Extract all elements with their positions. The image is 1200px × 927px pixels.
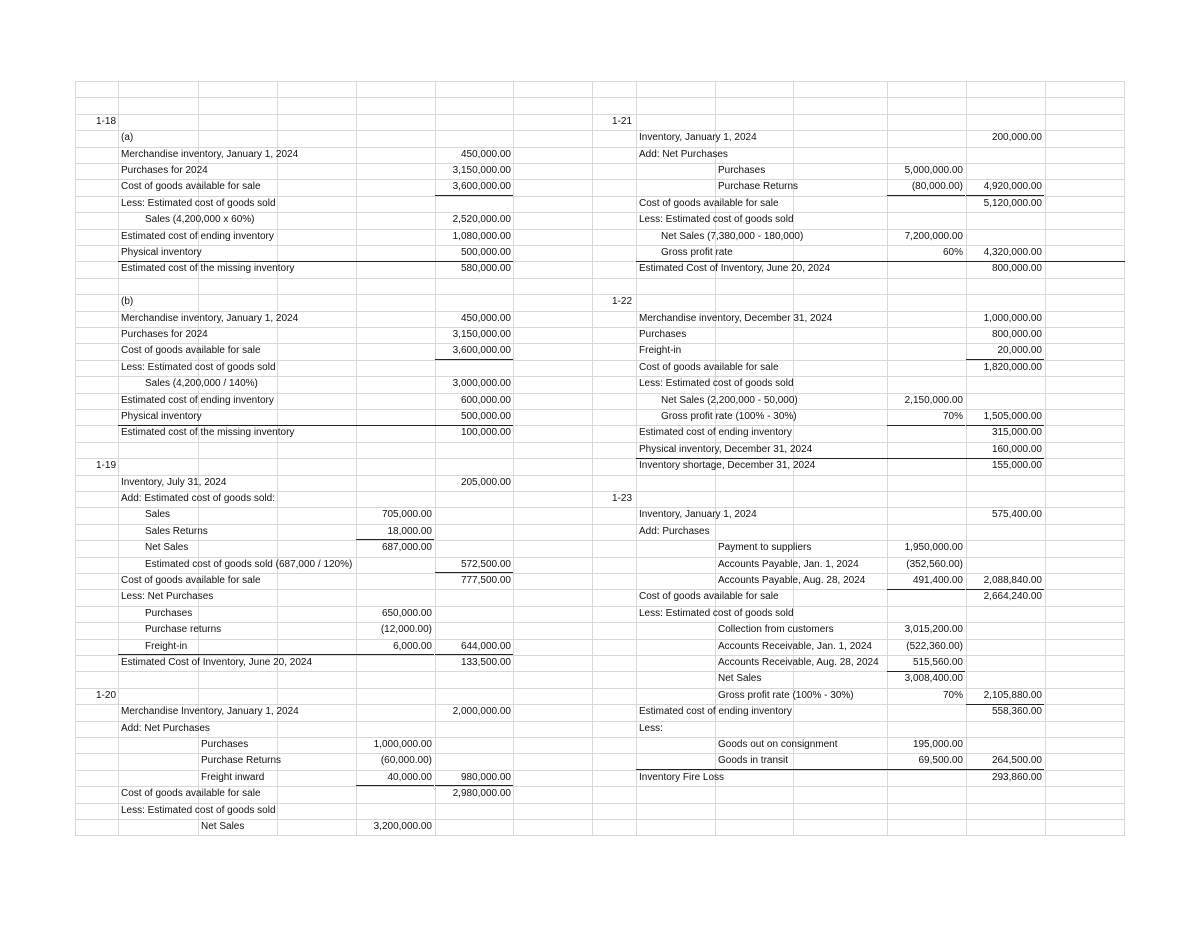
underline xyxy=(966,589,1044,590)
amount: 650,000.00 xyxy=(381,608,432,619)
line-label: Less: Estimated cost of goods sold xyxy=(639,378,794,389)
amount: 2,150,000.00 xyxy=(904,395,963,406)
amount: 575,400.00 xyxy=(991,509,1042,520)
line-label: Physical inventory xyxy=(121,411,202,422)
amount: 40,000.00 xyxy=(387,772,432,783)
underline xyxy=(887,671,965,672)
amount: 315,000.00 xyxy=(991,427,1042,438)
line-label: Add: Estimated cost of goods sold: xyxy=(121,493,275,504)
problem-number: 1-22 xyxy=(612,296,633,307)
line-label: Less: Estimated cost of goods sold xyxy=(639,214,794,225)
amount: 2,088,840.00 xyxy=(983,575,1042,586)
line-label: Cost of goods available for sale xyxy=(639,362,779,373)
amount: 2,664,240.00 xyxy=(983,591,1042,602)
underline xyxy=(435,359,513,360)
underline xyxy=(356,785,434,786)
amount: 600,000.00 xyxy=(460,395,511,406)
line-label: Estimated Cost of Inventory, June 20, 2024 xyxy=(639,263,831,274)
amount: 500,000.00 xyxy=(460,411,511,422)
line-label: Accounts Payable, Aug. 28, 2024 xyxy=(718,575,866,586)
amount: 450,000.00 xyxy=(460,149,511,160)
amount: 1,505,000.00 xyxy=(983,411,1042,422)
line-label: Less: xyxy=(639,723,663,734)
underline xyxy=(118,261,513,262)
amount: (60,000.00) xyxy=(380,755,432,766)
line-label: Accounts Payable, Jan. 1, 2024 xyxy=(718,559,859,570)
line-label: Physical inventory, December 31, 2024 xyxy=(639,444,813,455)
amount: 2,520,000.00 xyxy=(452,214,511,225)
underline xyxy=(435,572,513,573)
section-label: (b) xyxy=(121,296,134,307)
underline xyxy=(887,195,965,196)
line-label: Goods in transit xyxy=(718,755,789,766)
line-label: Estimated cost of ending inventory xyxy=(639,427,792,438)
amount: 100,000.00 xyxy=(460,427,511,438)
amount: 69,500.00 xyxy=(918,755,963,766)
amount: 572,500.00 xyxy=(460,559,511,570)
line-label: Net Sales xyxy=(145,542,189,553)
amount: 7,200,000.00 xyxy=(904,231,963,242)
line-label: Purchase returns xyxy=(145,624,222,635)
line-label: Inventory, January 1, 2024 xyxy=(639,509,757,520)
amount: 2,105,880.00 xyxy=(983,690,1042,701)
line-label: Merchandise inventory, December 31, 2024 xyxy=(639,313,833,324)
problem-number: 1-20 xyxy=(96,690,117,701)
line-label: Less: Net Purchases xyxy=(121,591,214,602)
underline xyxy=(966,195,1044,196)
underline xyxy=(966,359,1044,360)
amount: 70% xyxy=(942,690,963,701)
line-label: Purchases xyxy=(718,165,766,176)
amount: 3,600,000.00 xyxy=(452,345,511,356)
line-label: Freight-in xyxy=(639,345,682,356)
amount: (352,560.00) xyxy=(906,559,963,570)
problem-number: 1-18 xyxy=(96,116,117,127)
line-label: Cost of goods available for sale xyxy=(121,181,261,192)
amount: 3,008,400.00 xyxy=(904,673,963,684)
problem-number: 1-21 xyxy=(612,116,633,127)
amount: 558,360.00 xyxy=(991,706,1042,717)
underline xyxy=(636,769,1044,770)
amount: 515,560.00 xyxy=(912,657,963,668)
line-label: Cost of goods available for sale xyxy=(121,788,261,799)
line-label: Cost of goods available for sale xyxy=(639,198,779,209)
underline xyxy=(636,261,1125,262)
amount: 2,980,000.00 xyxy=(452,788,511,799)
amount: 1,950,000.00 xyxy=(904,542,963,553)
line-label: Purchases xyxy=(145,608,193,619)
line-label: Less: Estimated cost of goods sold xyxy=(121,805,276,816)
line-label: Estimated cost of ending inventory xyxy=(121,231,274,242)
underline xyxy=(887,589,965,590)
line-label: Freight inward xyxy=(201,772,265,783)
line-label: Estimated cost of ending inventory xyxy=(639,706,792,717)
line-label: Freight-in xyxy=(145,641,188,652)
amount: 2,000,000.00 xyxy=(452,706,511,717)
line-label: Add: Net Purchases xyxy=(121,723,210,734)
line-label: Sales (4,200,000 / 140%) xyxy=(145,378,258,389)
line-label: Estimated cost of the missing inventory xyxy=(121,263,295,274)
amount: 3,150,000.00 xyxy=(452,329,511,340)
line-label: Estimated cost of goods sold (687,000 / 120%) xyxy=(145,559,353,570)
amount: 500,000.00 xyxy=(460,247,511,258)
line-label: Payment to suppliers xyxy=(718,542,812,553)
line-label: Merchandise inventory, January 1, 2024 xyxy=(121,149,299,160)
underline xyxy=(435,195,513,196)
underline xyxy=(636,458,1044,459)
amount: 1,820,000.00 xyxy=(983,362,1042,373)
amount: 800,000.00 xyxy=(991,329,1042,340)
amount: 777,500.00 xyxy=(460,575,511,586)
line-label: Less: Estimated cost of goods sold xyxy=(121,362,276,373)
underline xyxy=(966,704,1044,705)
amount: (80,000.00) xyxy=(911,181,963,192)
line-label: Estimated cost of the missing inventory xyxy=(121,427,295,438)
amount: 264,500.00 xyxy=(991,755,1042,766)
line-label: Net Sales xyxy=(201,821,245,832)
amount: 5,000,000.00 xyxy=(904,165,963,176)
line-label: Inventory, January 1, 2024 xyxy=(639,132,757,143)
amount: 205,000.00 xyxy=(460,477,511,488)
line-label: Add: Purchases xyxy=(639,526,710,537)
line-label: Estimated Cost of Inventory, June 20, 2024 xyxy=(121,657,313,668)
amount: 60% xyxy=(942,247,963,258)
line-label: Goods out on consignment xyxy=(718,739,838,750)
amount: 1,000,000.00 xyxy=(983,313,1042,324)
amount: 1,080,000.00 xyxy=(452,231,511,242)
amount: (12,000.00) xyxy=(380,624,432,635)
line-label: Gross profit rate (100% - 30%) xyxy=(718,690,854,701)
section-label: (a) xyxy=(121,132,134,143)
line-label: Cost of goods available for sale xyxy=(121,345,261,356)
line-label: Gross profit rate (100% - 30%) xyxy=(661,411,797,422)
underline xyxy=(887,425,965,426)
amount: 1,000,000.00 xyxy=(373,739,432,750)
amount: 195,000.00 xyxy=(912,739,963,750)
amount: 133,500.00 xyxy=(460,657,511,668)
line-label: Less: Estimated cost of goods sold xyxy=(121,198,276,209)
amount: 4,320,000.00 xyxy=(983,247,1042,258)
line-label: Cost of goods available for sale xyxy=(639,591,779,602)
amount: 450,000.00 xyxy=(460,313,511,324)
line-label: Add: Net Purchases xyxy=(639,149,728,160)
underline xyxy=(118,425,513,426)
amount: 3,200,000.00 xyxy=(373,821,432,832)
line-label: Estimated cost of ending inventory xyxy=(121,395,274,406)
amount: 20,000.00 xyxy=(997,345,1042,356)
line-label: Inventory shortage, December 31, 2024 xyxy=(639,460,816,471)
amount: 3,600,000.00 xyxy=(452,181,511,192)
line-label: Less: Estimated cost of goods sold xyxy=(639,608,794,619)
line-label: Inventory, July 31, 2024 xyxy=(121,477,227,488)
line-label: Accounts Receivable, Aug. 28, 2024 xyxy=(718,657,879,668)
line-label: Net Sales xyxy=(718,673,762,684)
amount: 580,000.00 xyxy=(460,263,511,274)
amount: 3,150,000.00 xyxy=(452,165,511,176)
line-label: Sales xyxy=(145,509,171,520)
underline xyxy=(966,425,1044,426)
amount: 155,000.00 xyxy=(991,460,1042,471)
line-label: Purchase Returns xyxy=(718,181,799,192)
amount: (522,360.00) xyxy=(906,641,963,652)
line-label: Merchandise inventory, January 1, 2024 xyxy=(121,313,299,324)
line-label: Net Sales (7,380,000 - 180,000) xyxy=(661,231,804,242)
amount: 18,000.00 xyxy=(387,526,432,537)
amount: 160,000.00 xyxy=(991,444,1042,455)
amount: 687,000.00 xyxy=(381,542,432,553)
line-label: Purchases xyxy=(639,329,687,340)
amount: 4,920,000.00 xyxy=(983,181,1042,192)
underline xyxy=(356,539,434,540)
underline xyxy=(435,785,513,786)
line-label: Purchase Returns xyxy=(201,755,282,766)
amount: 644,000.00 xyxy=(460,641,511,652)
line-label: Net Sales (2,200,000 - 50,000) xyxy=(661,395,798,406)
line-label: Purchases xyxy=(201,739,249,750)
line-label: Merchandise Inventory, January 1, 2024 xyxy=(121,706,299,717)
line-label: Accounts Receivable, Jan. 1, 2024 xyxy=(718,641,872,652)
line-label: Physical inventory xyxy=(121,247,202,258)
problem-number: 1-19 xyxy=(96,460,117,471)
spreadsheet-grid xyxy=(75,81,1125,836)
line-label: Gross profit rate xyxy=(661,247,733,258)
amount: 3,015,200.00 xyxy=(904,624,963,635)
amount: 980,000.00 xyxy=(460,772,511,783)
amount: 800,000.00 xyxy=(991,263,1042,274)
underline xyxy=(118,654,434,655)
amount: 200,000.00 xyxy=(991,132,1042,143)
line-label: Collection from customers xyxy=(718,624,834,635)
line-label: Purchases for 2024 xyxy=(121,165,208,176)
amount: 491,400.00 xyxy=(912,575,963,586)
line-label: Inventory Fire Loss xyxy=(639,772,725,783)
amount: 293,860.00 xyxy=(991,772,1042,783)
line-label: Cost of goods available for sale xyxy=(121,575,261,586)
underline xyxy=(435,654,513,655)
line-label: Purchases for 2024 xyxy=(121,329,208,340)
amount: 70% xyxy=(942,411,963,422)
line-label: Sales Returns xyxy=(145,526,208,537)
amount: 5,120,000.00 xyxy=(983,198,1042,209)
amount: 705,000.00 xyxy=(381,509,432,520)
line-label: Sales (4,200,000 x 60%) xyxy=(145,214,255,225)
problem-number: 1-23 xyxy=(612,493,633,504)
amount: 3,000,000.00 xyxy=(452,378,511,389)
amount: 6,000.00 xyxy=(393,641,432,652)
